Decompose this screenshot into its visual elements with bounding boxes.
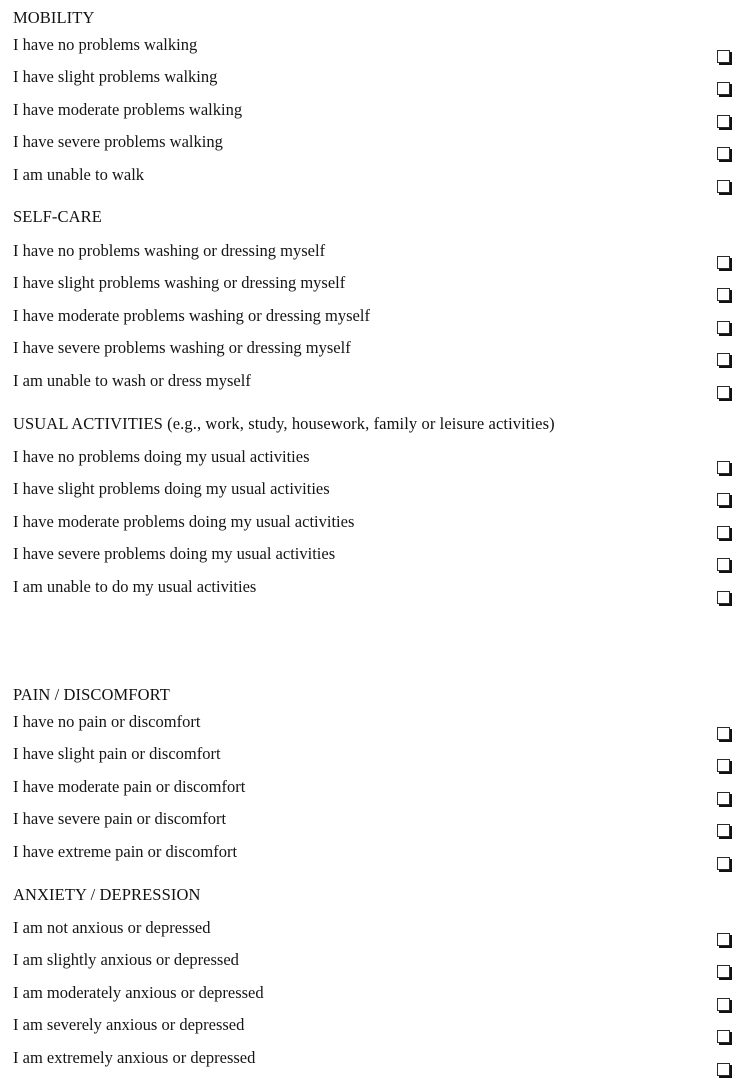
level-label-mobility-5: I am unable to walk [13,164,145,184]
empty-checkbox-icon[interactable] [717,857,730,870]
empty-checkbox-icon[interactable] [717,353,730,366]
empty-checkbox-icon[interactable] [717,115,730,128]
empty-checkbox-icon[interactable] [717,727,730,740]
empty-checkbox-icon[interactable] [717,526,730,539]
empty-checkbox-icon[interactable] [717,82,730,95]
level-label-anxiety-depression-1: I am not anxious or depressed [13,918,211,937]
empty-checkbox-icon[interactable] [717,493,730,506]
empty-checkbox-icon[interactable] [717,386,730,399]
level-label-mobility-3: I have moderate problems walking [13,99,243,119]
level-label-self-care-1: I have no problems washing or dressing myself [13,241,326,260]
level-label-anxiety-depression-5: I am extremely anxious or depressed [13,1047,256,1067]
empty-checkbox-icon[interactable] [717,1030,730,1043]
empty-checkbox-icon[interactable] [717,759,730,772]
level-label-pain-discomfort-2: I have slight pain or discomfort [13,744,221,764]
level-label-pain-discomfort-1: I have no pain or discomfort [13,712,201,731]
level-label-mobility-2: I have slight problems walking [13,67,218,87]
empty-checkbox-icon[interactable] [717,288,730,301]
level-label-pain-discomfort-4: I have severe pain or discomfort [13,809,227,829]
level-label-usual-activities-4: I have severe problems doing my usual activities [13,544,336,564]
dimension-title-pain-discomfort: PAIN / DISCOMFORT [13,685,170,704]
empty-checkbox-icon[interactable] [717,824,730,837]
level-label-mobility-1: I have no problems walking [13,35,198,54]
level-label-self-care-4: I have severe problems washing or dressing myself [13,338,351,358]
empty-checkbox-icon[interactable] [717,256,730,269]
level-label-usual-activities-1: I have no problems doing my usual activities [13,447,310,466]
level-label-anxiety-depression-2: I am slightly anxious or depressed [13,950,239,970]
level-label-self-care-2: I have slight problems washing or dressing myself [13,273,346,293]
empty-checkbox-icon[interactable] [717,933,730,946]
dimension-title-mobility: MOBILITY [13,8,95,27]
empty-checkbox-icon[interactable] [717,591,730,604]
empty-checkbox-icon[interactable] [717,792,730,805]
empty-checkbox-icon[interactable] [717,998,730,1011]
empty-checkbox-icon[interactable] [717,321,730,334]
empty-checkbox-icon[interactable] [717,50,730,63]
level-label-anxiety-depression-3: I am moderately anxious or depressed [13,982,264,1002]
level-label-self-care-3: I have moderate problems washing or dressing myself [13,305,370,325]
empty-checkbox-icon[interactable] [717,1063,730,1076]
level-label-pain-discomfort-3: I have moderate pain or discomfort [13,776,246,796]
empty-checkbox-icon[interactable] [717,461,730,474]
level-label-usual-activities-3: I have moderate problems doing my usual activities [13,511,355,531]
empty-checkbox-icon[interactable] [717,180,730,193]
level-label-usual-activities-5: I am unable to do my usual activities [13,576,257,596]
empty-checkbox-icon[interactable] [717,147,730,160]
level-label-usual-activities-2: I have slight problems doing my usual activities [13,479,330,499]
empty-checkbox-icon[interactable] [717,965,730,978]
dimension-title-self-care: SELF-CARE [13,207,102,226]
level-label-mobility-4: I have severe problems walking [13,132,223,152]
dimension-title-usual-activities: USUAL ACTIVITIES (e.g., work, study, housework, family or leisure activities) [13,414,555,433]
dimension-title-anxiety-depression: ANXIETY / DEPRESSION [13,885,201,904]
empty-checkbox-icon[interactable] [717,558,730,571]
level-label-anxiety-depression-4: I am severely anxious or depressed [13,1015,245,1035]
level-label-self-care-5: I am unable to wash or dress myself [13,370,251,390]
level-label-pain-discomfort-5: I have extreme pain or discomfort [13,841,238,861]
